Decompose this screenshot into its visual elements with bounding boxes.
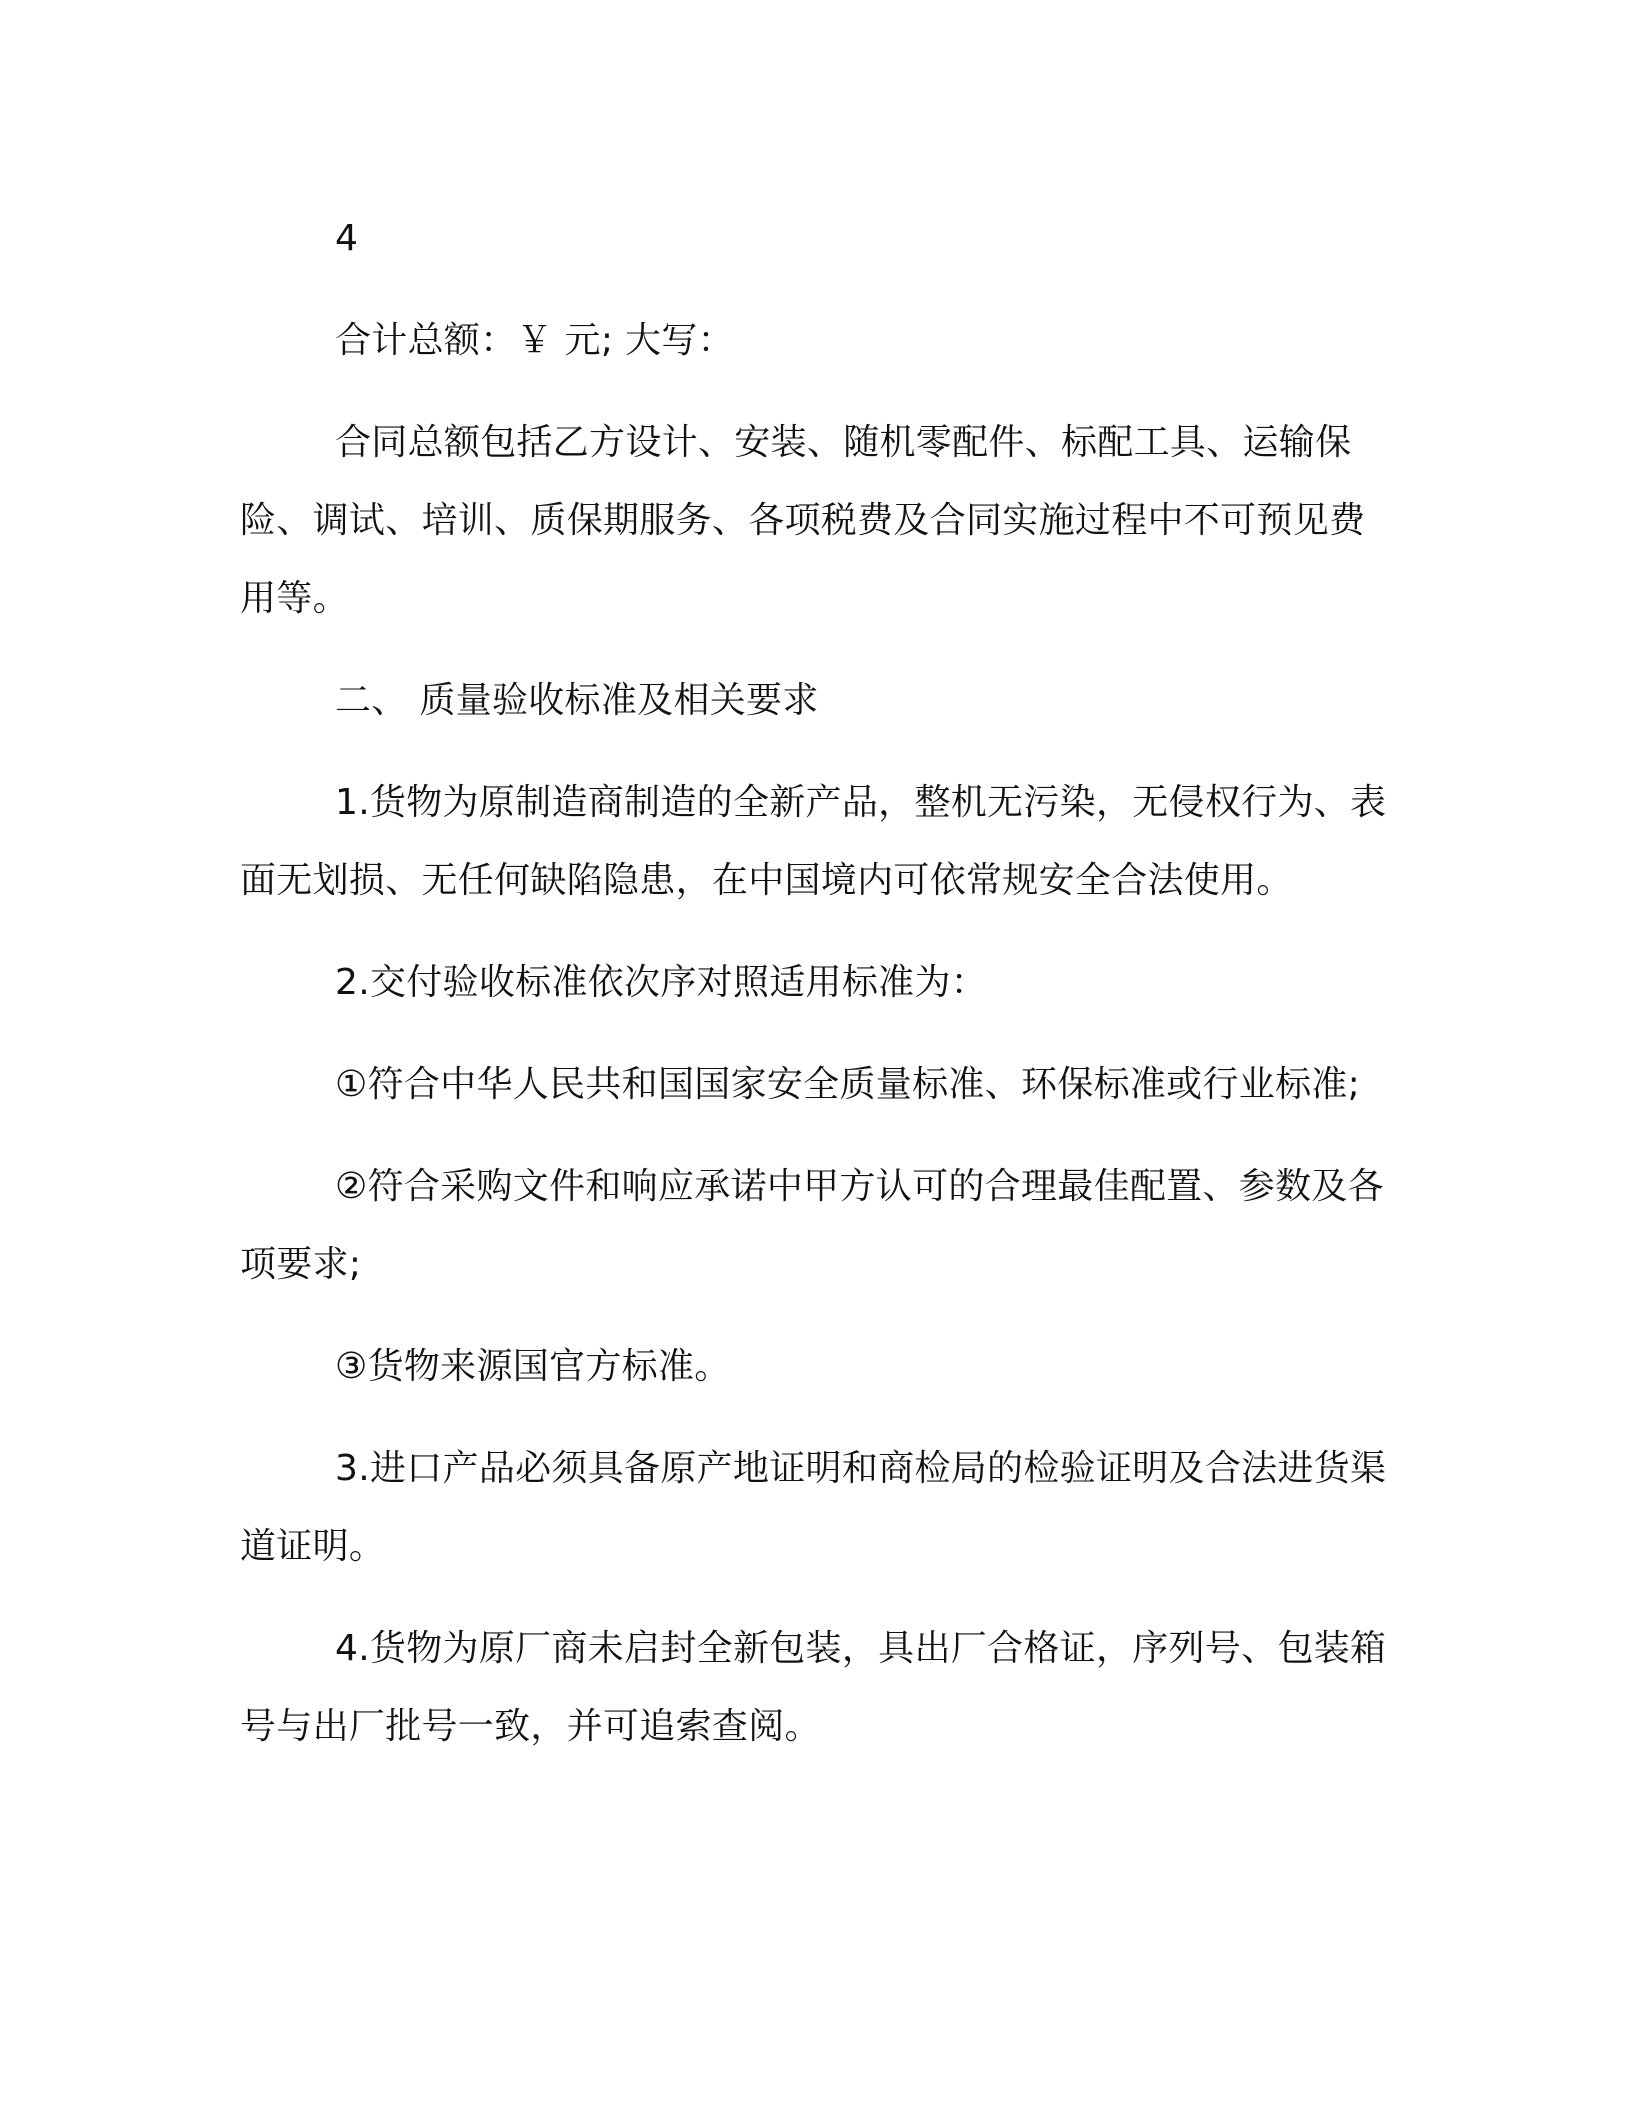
page-number: 4 — [335, 218, 359, 259]
clause-4: 4.货物为原厂商未启封全新包装，具出厂合格证，序列号、包装箱号与出厂批号一致，并可追索查阅。 — [240, 1628, 1387, 1747]
document-body — [240, 200, 1390, 1790]
clause-2-item-2: ②符合采购文件和响应承诺中甲方认可的合理最佳配置、参数及各项要求; — [240, 1166, 1384, 1285]
clause-2-item-1: ①符合中华人民共和国国家安全质量标准、环保标准或行业标准; — [335, 1064, 1361, 1105]
clause-3: 3.进口产品必须具备原产地证明和商检局的检验证明及合法进货渠道证明。 — [240, 1448, 1387, 1567]
section-heading-quality: 二、 质量验收标准及相关要求 — [335, 680, 819, 721]
clause-2: 2.交付验收标准依次序对照适用标准为： — [335, 962, 988, 1003]
total-amount-line: 合计总额：￥ 元; 大写： — [335, 320, 734, 361]
contract-total-scope: 合同总额包括乙方设计、安装、随机零配件、标配工具、运输保险、调试、培训、质保期服务、各项税费及合同实施过程中不可预见费用等。 — [240, 422, 1366, 619]
clause-1: 1.货物为原制造商制造的全新产品，整机无污染，无侵权行为、表面无划损、无任何缺陷隐患，在中国境内可依常规安全合法使用。 — [240, 782, 1387, 901]
clause-2-item-3: ③货物来源国官方标准。 — [335, 1346, 731, 1387]
